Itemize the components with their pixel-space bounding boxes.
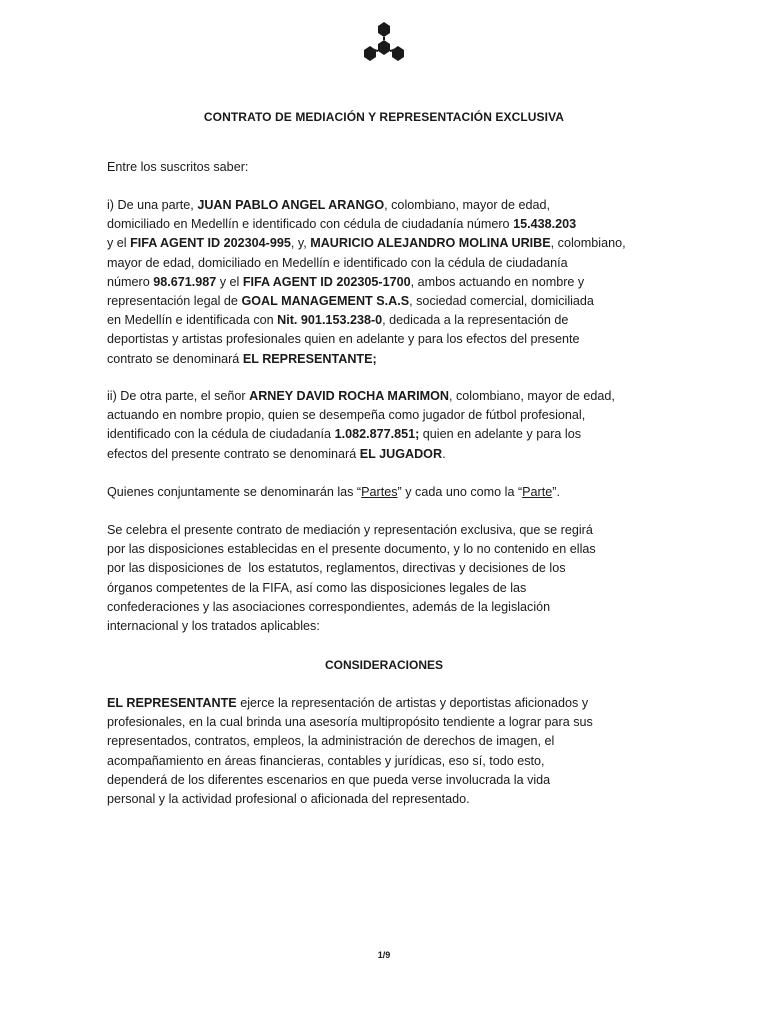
party-one-fifa-2: FIFA AGENT ID 202305-1700 <box>242 274 411 289</box>
party-one-role: EL REPRESENTANTE; <box>242 351 377 366</box>
document-title: CONTRATO DE MEDIACIÓN Y REPRESENTACIÓN EXCLUSIVA <box>203 110 565 124</box>
tri-hexagon-logo-icon <box>360 20 408 62</box>
party-term: Parte <box>522 485 553 499</box>
page-number: 1/9 <box>377 950 391 960</box>
party-two-paragraph: ii) De otra parte, el señor ARNEY DAVID ROCHA MARIMON, colombiano, mayor de edad, actuando en nombre propio, quien se desempeña como jugador de fútbol profesional, identificado con la cédula de ciudadanía 1.082.877.851; quien en adelante y para los efectos del presente contrato se denominará EL JUGADOR. <box>107 389 615 461</box>
party-one-fifa-1: FIFA AGENT ID 202304-995 <box>130 236 291 251</box>
party-two-role: EL JUGADOR <box>359 446 443 461</box>
governing-law-paragraph: Se celebra el presente contrato de mediación y representación exclusiva, que se regirá por las disposiciones establecidas en el presente documento, y lo no contenido en ellas por las disposiciones de los estatutos, reglamentos, directivas y decisiones de los órganos competentes de la FIFA, así como las disposiciones legales de las confederaciones y las asociaciones correspondientes, además de la legislación internacional y los tratados aplicables: <box>107 523 596 634</box>
party-one-paragraph: i) De una parte, JUAN PABLO ANGEL ARANGO, colombiano, mayor de edad, domiciliado en Medellín e identificado con cédula de ciudadanía número 15.438.203 y el FIFA AGENT ID 202304-995, y, MAURICIO ALEJANDRO MOLINA URIBE, colombiano, mayor de edad, domiciliado en Medellín e identificado con la cédula de ciudadanía número 98.671.987 y el FIFA AGENT ID 202305-1700, ambos actuando en nombre y representación legal de GOAL MANAGEMENT S.A.S, sociedad comercial, domiciliada en Medellín e identificada con Nit. 901.153.238-0, dedicada a la representación de deportistas y artistas profesionales quien en adelante y para los efectos del presente contrato se denominará EL REPRESENTANTE; <box>107 198 626 366</box>
considerations-paragraph: EL REPRESENTANTE ejerce la representación de artistas y deportistas aficionados y profesionales, en la cual brinda una asesoría multipropósito tendiente a lograr para sus representados, contratos, empleos, la administración de derechos de imagen, el acompañamiento en áreas financieras, contables y jurídicas, eso sí, todo esto, dependerá de los diferentes escenarios en que pueda verse involucrada la vida personal y la actividad profesional o aficionada del representado. <box>107 696 593 807</box>
party-one-name-1: JUAN PABLO ANGEL ARANGO <box>197 198 385 212</box>
party-one-id-1: 15.438.203 <box>513 217 577 232</box>
party-one-id-2: 98.671.987 <box>153 274 217 289</box>
party-two-name: ARNEY DAVID ROCHA MARIMON <box>249 389 449 403</box>
parties-term: Partes <box>361 485 398 499</box>
parties-definition-paragraph: Quienes conjuntamente se denominarán las “Partes” y cada uno como la “Parte”. <box>107 485 560 499</box>
intro-paragraph: Entre los suscritos saber: <box>107 160 249 174</box>
party-one-name-2: MAURICIO ALEJANDRO MOLINA URIBE <box>310 236 551 251</box>
representative-term: EL REPRESENTANTE <box>107 696 237 710</box>
considerations-heading: CONSIDERACIONES <box>324 658 443 672</box>
party-one-nit: Nit. 901.153.238-0 <box>277 313 383 328</box>
party-one-company: GOAL MANAGEMENT S.A.S <box>241 294 410 309</box>
party-two-id: 1.082.877.851; <box>334 427 420 442</box>
